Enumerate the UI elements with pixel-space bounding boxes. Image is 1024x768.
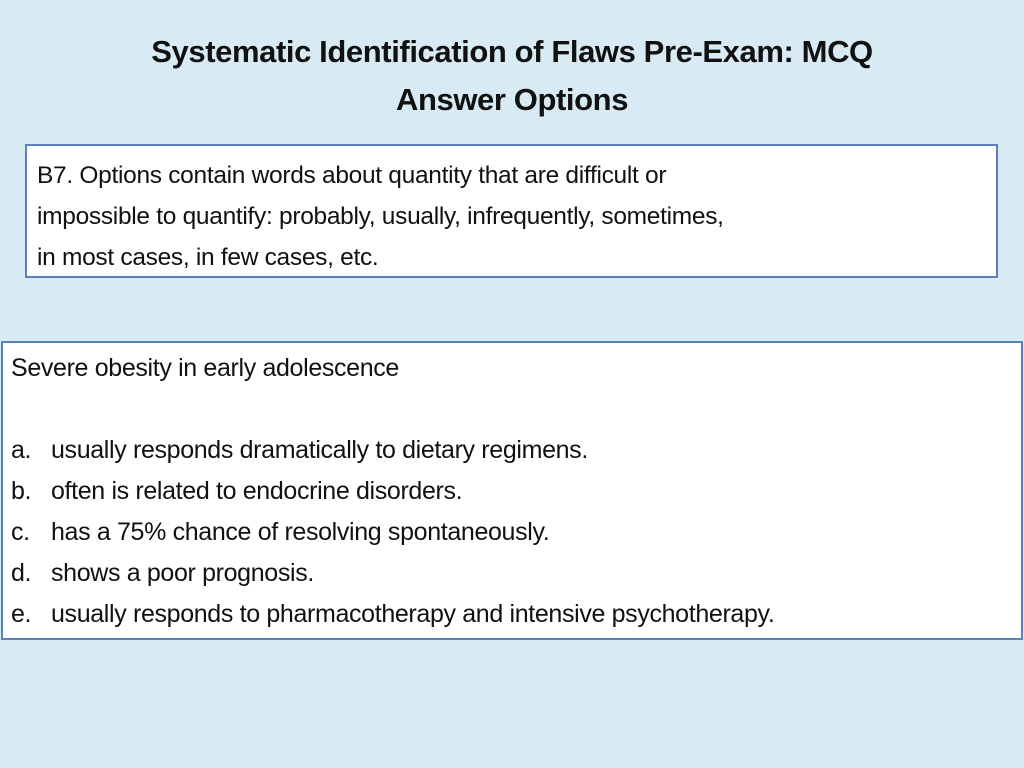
answer-options-list: [11, 430, 1013, 635]
flaw-rule-line-1: B7. Options contain words about quantity that are difficult or: [37, 162, 667, 189]
answer-option-c: [11, 512, 1013, 553]
answer-option-a: [11, 430, 1013, 471]
option-letter: d.: [11, 559, 32, 587]
flaw-rule-line-2: impossible to quantify: probably, usually, infrequently, sometimes,: [37, 203, 724, 230]
option-text: usually responds dramatically to dietary regimens.: [51, 436, 588, 464]
slide-title-line-2: Answer Options: [395, 82, 629, 117]
option-text: usually responds to pharmacotherapy and intensive psychotherapy.: [51, 600, 775, 628]
slide-title-line-1: Systematic Identification of Flaws Pre-Exam: MCQ: [151, 34, 873, 69]
stem-spacer: [11, 389, 1013, 430]
option-letter: a.: [11, 436, 32, 464]
slide-title: [60, 28, 964, 124]
answer-option-b: [11, 471, 1013, 512]
option-text: has a 75% chance of resolving spontaneously.: [51, 518, 550, 546]
question-stem: Severe obesity in early adolescence: [11, 354, 399, 382]
option-text: often is related to endocrine disorders.: [51, 477, 463, 505]
example-question-box: [1, 341, 1023, 640]
option-letter: c.: [11, 518, 30, 546]
answer-option-e: [11, 594, 1013, 635]
answer-option-d: [11, 553, 1013, 594]
flaw-rule-line-3: in most cases, in few cases, etc.: [37, 244, 379, 271]
flaw-rule-box: [25, 144, 998, 278]
option-text: shows a poor prognosis.: [51, 559, 314, 587]
option-letter: e.: [11, 600, 32, 628]
option-letter: b.: [11, 477, 32, 505]
